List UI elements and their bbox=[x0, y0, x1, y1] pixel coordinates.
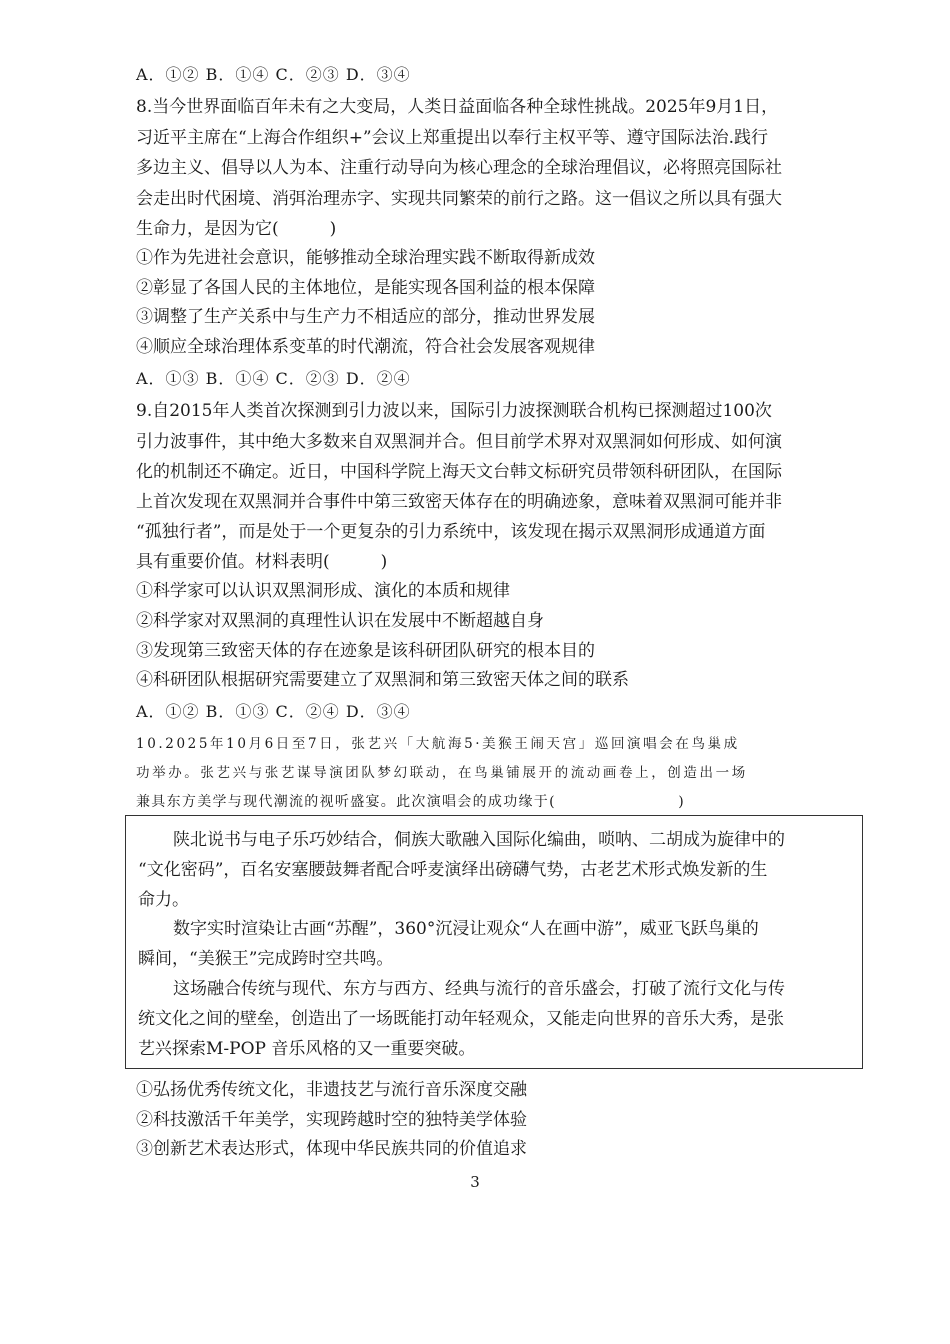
material-line: “文化密码”，百名安塞腰鼓舞者配合呼麦演绎出磅礴气势，古老艺术形式焕发新的生 bbox=[138, 860, 768, 880]
q10-stem-line: 10.2025年10月6日至7日，张艺兴「大航海5·美猴王闹天宫」巡回演唱会在鸟巢成 bbox=[136, 736, 740, 752]
q7-options: A．①② B．①④ C．②③ D．③④ bbox=[136, 65, 411, 84]
q9-stem-line: 引力波事件，其中绝大多数来自双黑洞并合。但目前学术界对双黑洞如何形成、如何演 bbox=[136, 432, 782, 452]
q10-item: ②科技激活千年美学，实现跨越时空的独特美学体验 bbox=[136, 1110, 527, 1130]
q9-stem-line: 上首次发现在双黑洞并合事件中第三致密天体存在的明确迹象，意味着双黑洞可能并非 bbox=[136, 492, 782, 512]
q9-stem-line: “孤独行者”，而是处于一个更复杂的引力系统中，该发现在揭示双黑洞形成通道方面 bbox=[136, 522, 766, 542]
q10-stem-line: 功举办。张艺兴与张艺谋导演团队梦幻联动，在鸟巢铺展开的流动画卷上，创造出一场 bbox=[136, 765, 748, 781]
q8-stem-line: 生命力，是因为它( ) bbox=[136, 219, 337, 239]
q8-stem-line: 8.当今世界面临百年未有之大变局，人类日益面临各种全球性挑战。2025年9月1日， bbox=[136, 97, 779, 117]
q9-item: ②科学家对双黑洞的真理性认识在发展中不断超越自身 bbox=[136, 611, 544, 631]
q9-stem-line: 具有重要价值。材料表明( ) bbox=[136, 552, 388, 572]
q10-item: ①弘扬优秀传统文化，非遗技艺与流行音乐深度交融 bbox=[136, 1080, 527, 1100]
q8-stem-line: 习近平主席在“上海合作组织+”会议上郑重提出以奉行主权平等、遵守国际法治.践行 bbox=[136, 128, 769, 148]
q8-item: ②彰显了各国人民的主体地位，是能实现各国利益的根本保障 bbox=[136, 278, 595, 298]
page-number: 3 bbox=[470, 1173, 480, 1191]
q9-item: ①科学家可以认识双黑洞形成、演化的本质和规律 bbox=[136, 581, 510, 601]
material-line: 统文化之间的壁垒，创造出了一场既能打动年轻观众，又能走向世界的音乐大秀，是张 bbox=[138, 1009, 784, 1029]
q9-stem-line: 化的机制还不确定。近日，中国科学院上海天文台韩文标研究员带领科研团队，在国际 bbox=[136, 462, 782, 482]
material-line: 陕北说书与电子乐巧妙结合，侗族大歌融入国际化编曲，唢呐、二胡成为旋律中的 bbox=[173, 830, 785, 850]
q9-item: ④科研团队根据研究需要建立了双黑洞和第三致密天体之间的联系 bbox=[136, 670, 629, 690]
q8-item: ④顺应全球治理体系变革的时代潮流，符合社会发展客观规律 bbox=[136, 337, 595, 357]
q8-options: A．①③ B．①④ C．②③ D．②④ bbox=[136, 369, 411, 388]
q9-options: A．①② B．①③ C．②④ D．③④ bbox=[136, 702, 411, 721]
q10-item: ③创新艺术表达形式，体现中华民族共同的价值追求 bbox=[136, 1139, 527, 1159]
material-line: 数字实时渲染让古画“苏醒”，360°沉浸让观众“人在画中游”，威亚飞跃鸟巢的 bbox=[173, 919, 759, 939]
q9-stem-line: 9.自2015年人类首次探测到引力波以来，国际引力波探测联合机构已探测超过100次 bbox=[136, 401, 772, 421]
q9-item: ③发现第三致密天体的存在迹象是该科研团队研究的根本目的 bbox=[136, 641, 595, 661]
material-line: 艺兴探索M-POP 音乐风格的又一重要突破。 bbox=[138, 1039, 476, 1059]
q10-stem-line: 兼具东方美学与现代潮流的视听盛宴。此次演唱会的成功缘于( ) bbox=[136, 794, 686, 810]
material-line: 瞬间，“美猴王”完成跨时空共鸣。 bbox=[138, 949, 394, 969]
q8-stem-line: 会走出时代困境、消弭治理赤字、实现共同繁荣的前行之路。这一倡议之所以具有强大 bbox=[136, 189, 782, 209]
q8-stem-line: 多边主义、倡导以人为本、注重行动导向为核心理念的全球治理倡议，必将照亮国际社 bbox=[136, 158, 782, 178]
material-line: 这场融合传统与现代、东方与西方、经典与流行的音乐盛会，打破了流行文化与传 bbox=[173, 979, 785, 999]
material-line: 命力。 bbox=[138, 890, 189, 910]
q8-item: ①作为先进社会意识，能够推动全球治理实践不断取得新成效 bbox=[136, 248, 595, 268]
q10-material-box bbox=[125, 815, 863, 1069]
q8-item: ③调整了生产关系中与生产力不相适应的部分，推动世界发展 bbox=[136, 307, 595, 327]
